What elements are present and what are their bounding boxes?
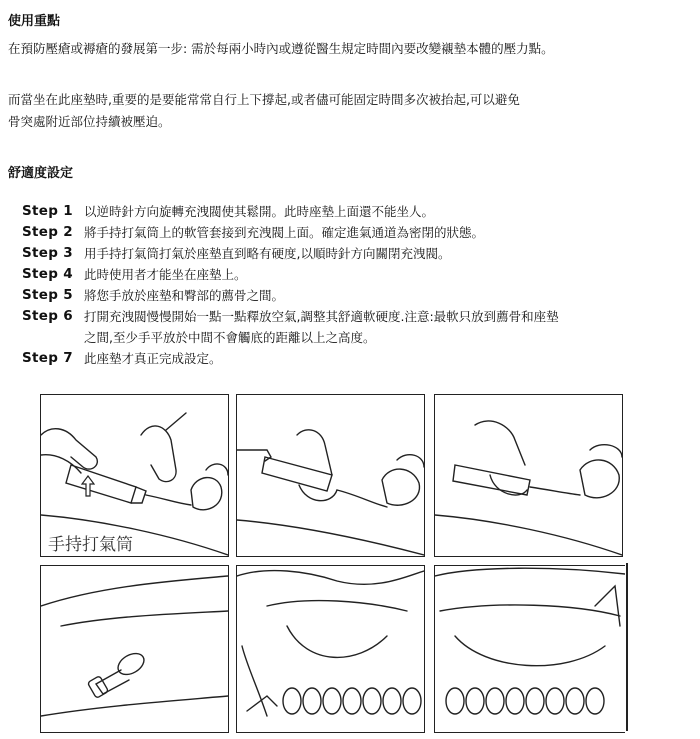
step-label: Step 1 [22,203,73,219]
step-text-line-1: 打開充洩閥慢慢開始一點一點釋放空氣,調整其舒適軟硬度.注意:最軟只放到薦骨和座墊 [84,309,559,324]
step-label: Step 5 [22,287,73,303]
illustration-panel-pumping [236,394,425,557]
step-label: Step 7 [22,350,73,366]
step-item [22,222,692,243]
step-text-line-2: 之間,至少手平放於中間不會觸底的距離以上之高度。 [84,330,376,345]
step-item [22,201,692,222]
step-item [22,306,692,348]
valve-illustration [435,395,622,556]
usage-paragraph-1: 在預防壓瘡或褥瘡的發展第一步: 需於每兩小時內或遵從醫生規定時間內要改變襯墊本體的壓力點。 [8,41,554,56]
valve-closeup-illustration [41,566,228,732]
step-label: Step 4 [22,266,73,282]
step-item [22,264,692,285]
hand-check-illustration [237,566,424,732]
up-arrow-icon [81,475,95,497]
seated-illustration [435,566,625,732]
illustration-panel-hand-check [236,565,425,733]
usage-paragraph-2-line-2: 骨突處附近部位持續被壓迫。 [8,114,171,129]
pumping-illustration [237,395,424,556]
illustration-panel-valve [434,394,623,557]
panel-divider [626,563,628,731]
pump-caption: 手持打氣筒 [48,535,133,555]
steps-list [22,201,692,369]
illustration-panel-seated [434,565,625,733]
usage-heading: 使用重點 [8,14,61,29]
step-label: Step 6 [22,308,73,324]
step-label: Step 2 [22,224,73,240]
comfort-heading: 舒適度設定 [8,166,74,181]
illustration-panel-valve-closeup [40,565,229,733]
step-text: 將您手放於座墊和臀部的薦骨之間。 [84,288,285,303]
step-text [84,306,692,348]
step-text: 以逆時針方向旋轉充洩閥使其鬆開。此時座墊上面還不能坐人。 [84,204,435,219]
step-item [22,285,692,306]
step-text: 此時使用者才能坐在座墊上。 [84,267,247,282]
step-label: Step 3 [22,245,73,261]
step-text: 將手持打氣筒上的軟管套接到充洩閥上面。確定進氣通道為密閉的狀態。 [84,225,485,240]
step-item [22,243,692,264]
step-text: 此座墊才真正完成設定。 [84,351,222,366]
step-text: 用手持打氣筒打氣於座墊直到略有硬度,以順時針方向關閉充洩閥。 [84,246,451,261]
step-item [22,348,692,369]
usage-paragraph-2-line-1: 而當坐在此座墊時,重要的是要能常常自行上下撐起,或者儘可能固定時間多次被抬起,可以避免 [8,92,520,107]
